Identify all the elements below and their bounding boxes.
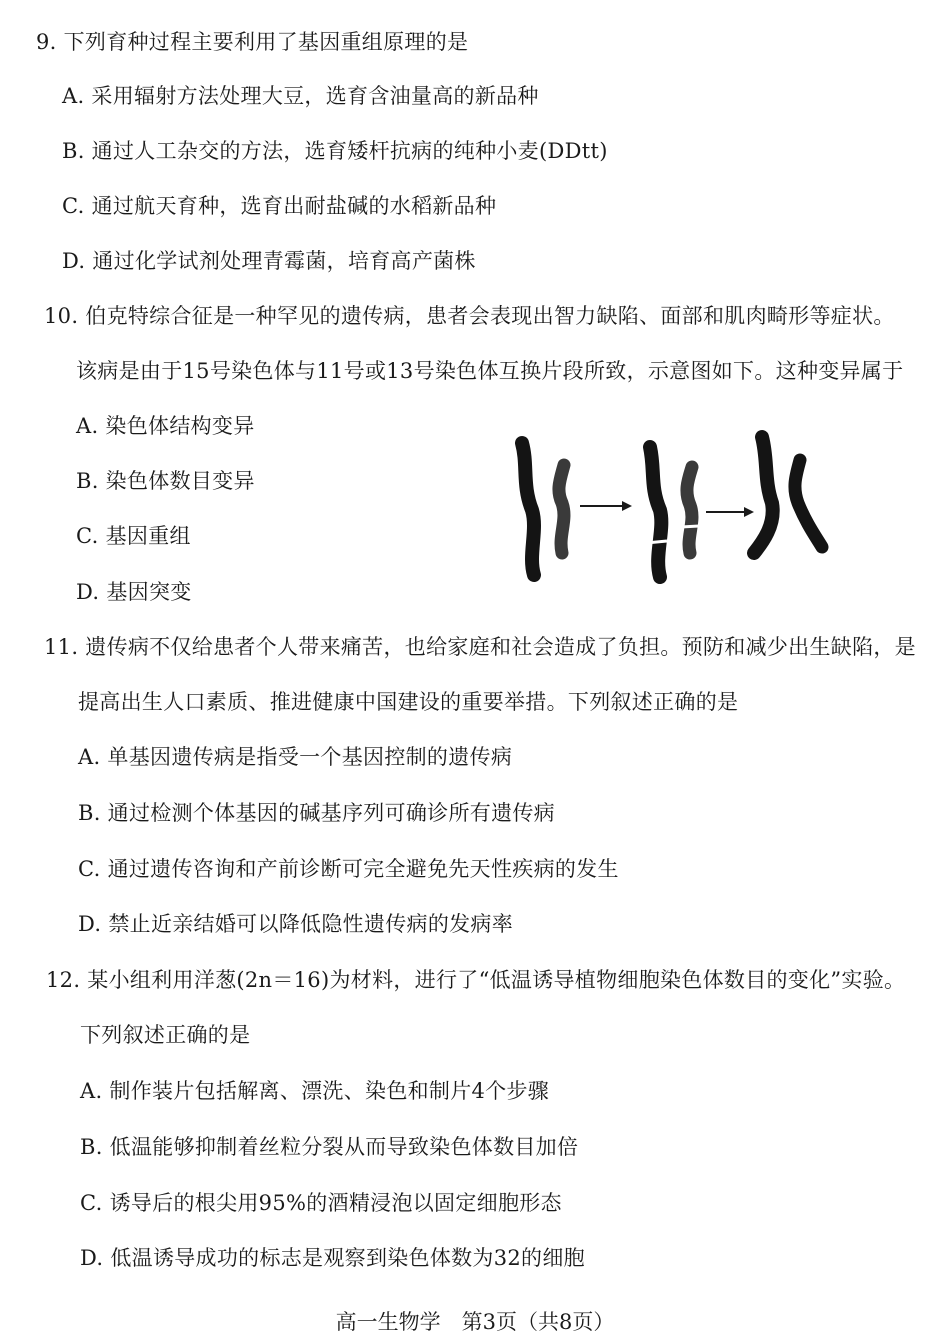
q11-option-c: C. 通过遗传咨询和产前诊断可完全避免先天性疾病的发生 (78, 857, 619, 881)
chromosome-figure (500, 425, 840, 595)
break-mark-1 (646, 541, 667, 543)
q12-stem-line1: 12. 某小组利用洋葱(2n＝16)为材料，进行了“低温诱导植物细胞染色体数目的变化”实验。 (46, 968, 906, 992)
q12-option-c: C. 诱导后的根尖用95%的酒精浸泡以固定细胞形态 (80, 1191, 562, 1215)
q9-stem: 9. 下列育种过程主要利用了基因重组原理的是 (36, 30, 469, 54)
chromosome-15-left (522, 443, 534, 575)
q10-option-a: A. 染色体结构变异 (76, 414, 255, 438)
q10-stem-line2: 该病是由于15号染色体与11号或13号染色体互换片段所致，示意图如下。这种变异属于 (76, 359, 904, 383)
chromosome-15-middle (650, 447, 661, 577)
chromosome-11-middle (687, 467, 692, 553)
q9-option-d: D. 通过化学试剂处理青霉菌，培育高产菌株 (62, 249, 476, 273)
q10-option-d: D. 基因突变 (76, 580, 192, 604)
break-mark-2 (681, 526, 699, 527)
q12-option-b: B. 低温能够抑制着丝粒分裂从而导致染色体数目加倍 (80, 1135, 579, 1159)
q11-option-b: B. 通过检测个体基因的碱基序列可确诊所有遗传病 (78, 801, 555, 825)
q10-option-c: C. 基因重组 (76, 524, 191, 548)
q12-stem-line2: 下列叙述正确的是 (80, 1023, 251, 1047)
q11-stem-line2: 提高出生人口素质、推进健康中国建设的重要举措。下列叙述正确的是 (78, 690, 739, 714)
q11-option-a: A. 单基因遗传病是指受一个基因控制的遗传病 (78, 745, 513, 769)
q9-option-b: B. 通过人工杂交的方法，选育矮杆抗病的纯种小麦(DDtt) (62, 139, 608, 163)
q11-stem-line1: 11. 遗传病不仅给患者个人带来痛苦，也给家庭和社会造成了负担。预防和减少出生缺陷，是 (44, 635, 916, 659)
q9-option-a: A. 采用辐射方法处理大豆，选育含油量高的新品种 (62, 84, 539, 108)
q12-option-a: A. 制作装片包括解离、漂洗、染色和制片4个步骤 (80, 1079, 550, 1103)
q11-option-d: D. 禁止近亲结婚可以降低隐性遗传病的发病率 (78, 912, 514, 936)
q9-option-c: C. 通过航天育种，选育出耐盐碱的水稻新品种 (62, 194, 497, 218)
chromosome-11-right (795, 460, 822, 547)
q12-option-d: D. 低温诱导成功的标志是观察到染色体数为32的细胞 (80, 1246, 585, 1270)
q10-option-b: B. 染色体数目变异 (76, 469, 255, 493)
page-footer: 高一生物学 第3页（共8页） (335, 1310, 615, 1334)
chromosome-15-right (754, 437, 773, 553)
chromosome-translocation-icon (500, 425, 840, 595)
q10-stem-line1: 10. 伯克特综合征是一种罕见的遗传病，患者会表现出智力缺陷、面部和肌肉畸形等症状。 (44, 304, 895, 328)
chromosome-11-left (559, 465, 564, 553)
